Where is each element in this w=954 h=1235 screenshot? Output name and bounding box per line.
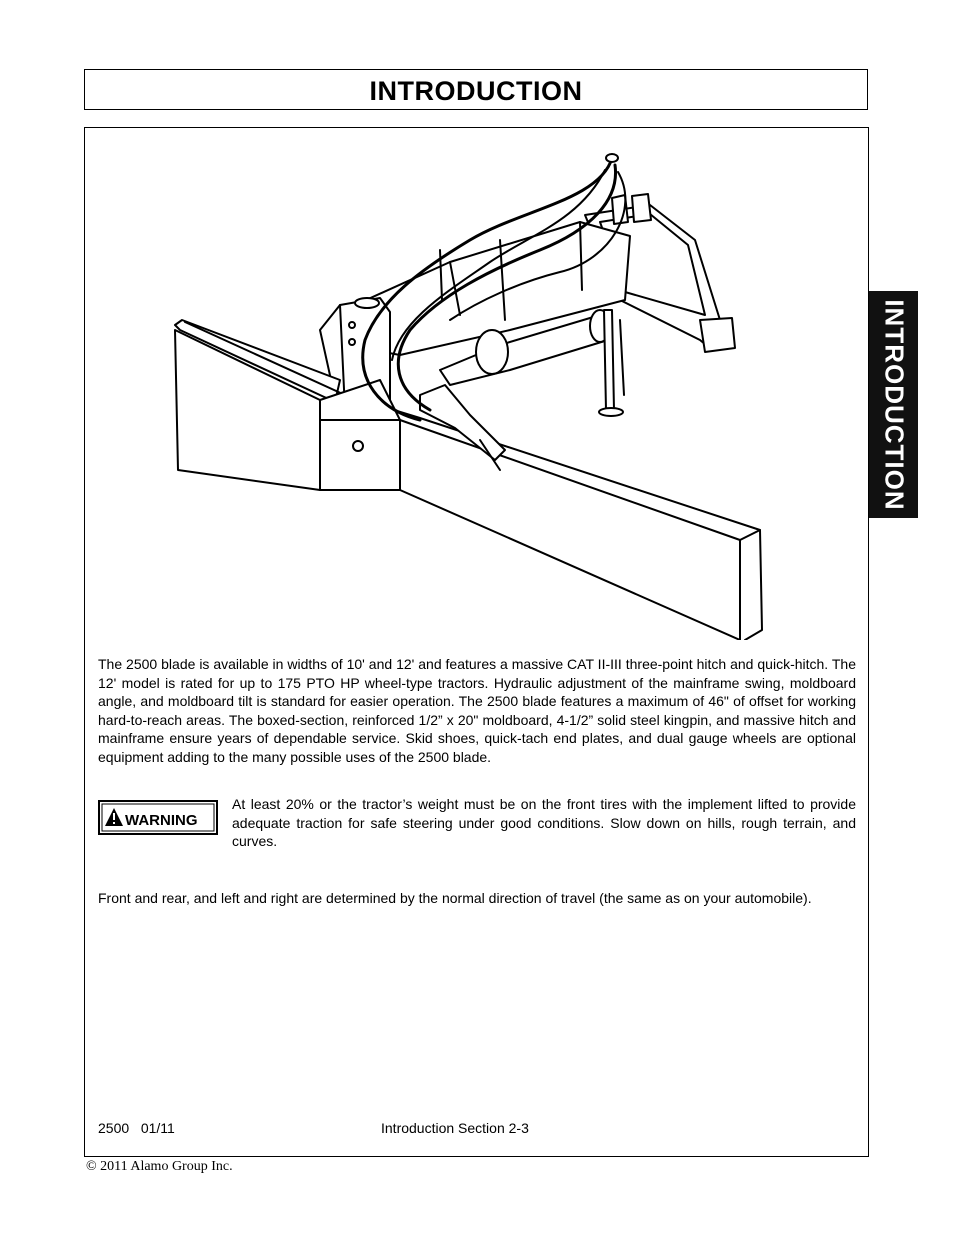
blade-implement-illustration [170,150,780,640]
warning-label [98,799,218,835]
warning-text: At least 20% or the tractor’s weight must be on the front tires with the implement lifted to provide adequate traction for safe steering under good conditions. Slow down on hills, rough terrain, and curves. [232,796,856,850]
page-title: INTRODUCTION [369,76,583,106]
copyright: © 2011 Alamo Group Inc. [86,1159,233,1174]
footer-model-date: 2500 01/11 [98,1120,175,1136]
section-side-tab [869,291,918,518]
intro-paragraph: The 2500 blade is available in widths of 10' and 12' and features a massive CAT II-III three-point hitch and quick-hitch. The 12' model is rated for up to 175 PTO HP wheel-type tractors. Hydraulic adjustment of the mainframe swing, moldboard angle, and moldboard tilt is standard for easier operation. The 2500 blade features a maximum of 46" of offset for working hard-to-reach areas. The boxed-section, reinforced 1/2” x 20" moldboard, 4-1/2” solid steel kingpin, and massive hitch and mainframe ensure years of dependable service. Skid shoes, quick-tach end plates, and dual gauge wheels are optional equipment adding to the many possible uses of the 2500 blade. [98,656,856,765]
direction-paragraph: Front and rear, and left and right are determined by the normal direction of travel (the same as on your automobile). [98,890,812,906]
warning-label-text: WARNING [125,812,198,829]
footer-section: Introduction Section 2-3 [381,1120,529,1136]
side-tab-label: INTRODUCTION [879,298,909,511]
header-box [84,69,868,110]
